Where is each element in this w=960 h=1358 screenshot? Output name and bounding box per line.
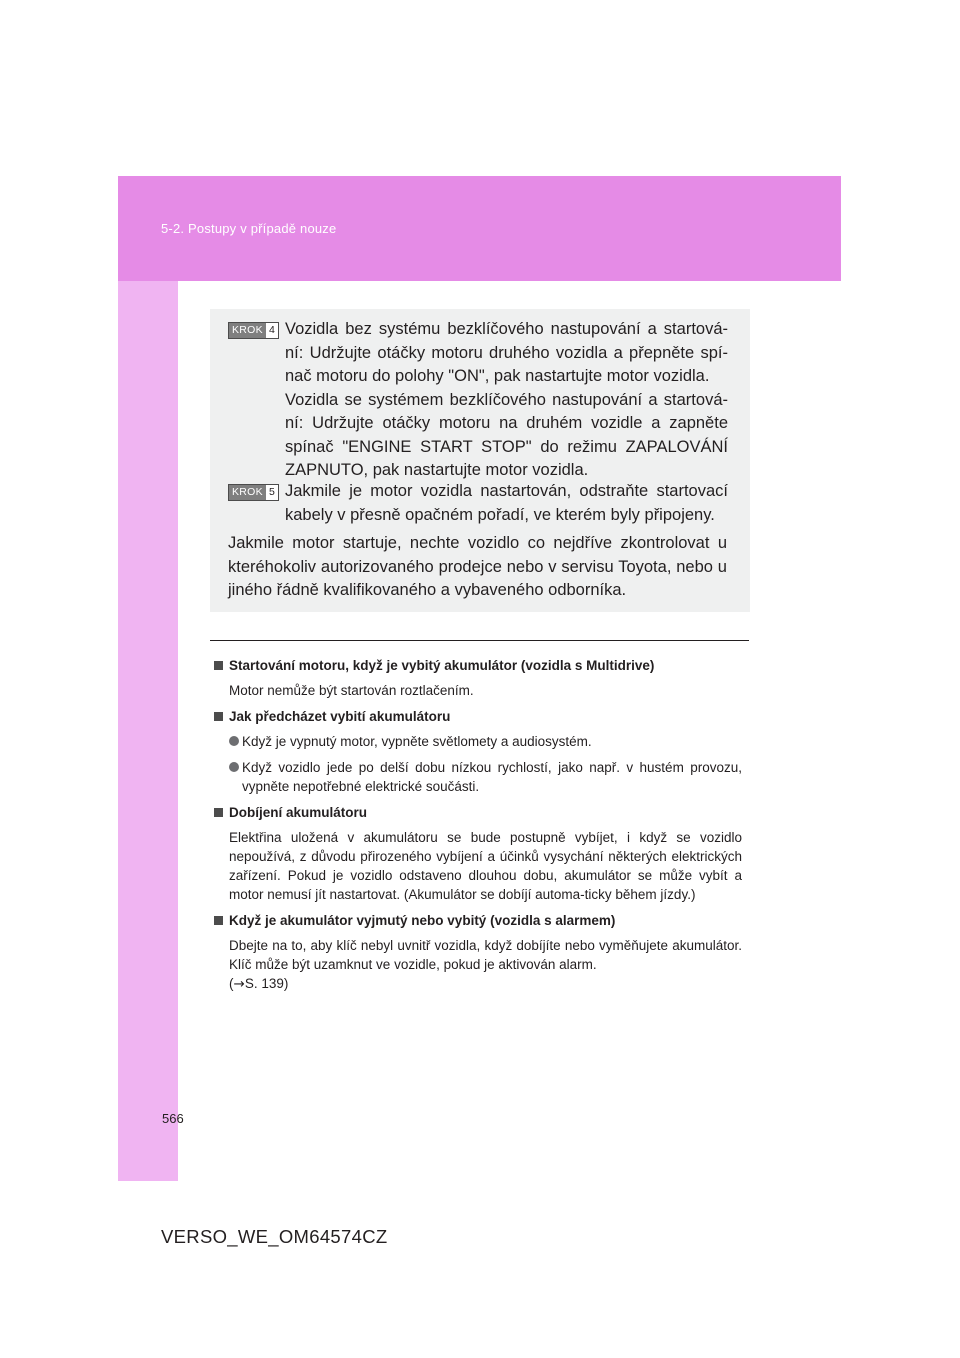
- divider: [210, 640, 749, 641]
- step-badge-label: KROK: [229, 323, 266, 338]
- step-badge: [228, 484, 279, 501]
- step-text: [285, 480, 728, 527]
- list-item-text: Když je vypnutý motor, vypněte světlomety a audiosystém.: [242, 734, 592, 749]
- step-badge: [228, 322, 279, 339]
- ref-open-paren: (: [229, 976, 234, 991]
- step-paragraph: Vozidla bez systému bezklíčového nastupování a startová-ní: Udržujte otáčky motoru druhého vozidla a přepněte spí-nač motoru do polohy "ON", pak nastartujte motor vozidla.: [285, 320, 728, 385]
- note-title-text: Startování motoru, když je vybitý akumulátor (vozidla s Multidrive): [229, 658, 655, 673]
- note-title: [214, 656, 742, 675]
- note-body: Elektřina uložená v akumulátoru se bude postupně vybíjet, i když se vozidlo nepoužívá, z důvodu přirozeného vybíjení a účinků vysychání některých elektrických zařízení. Pokud je vozidlo odstaveno dlouhou dobu, akumulátor se může vybít a motor nemusí jít nastartovat. (Akumulátor se dobíjí automa-ticky během jízdy.): [229, 830, 742, 902]
- step-4: [228, 318, 728, 483]
- step-badge-number: 4: [268, 324, 275, 336]
- note-title-text: Když je akumulátor vyjmutý nebo vybitý (vozidla s alarmem): [229, 913, 616, 928]
- step-paragraph: Jakmile je motor vozidla nastartován, odstraňte startovací kabely v přesně opačném pořadí, ve kterém byly připojeny.: [285, 482, 728, 524]
- arrow-right-icon: →: [233, 976, 245, 992]
- square-bullet-icon: [214, 712, 223, 721]
- note-title-text: Jak předcházet vybití akumulátoru: [229, 709, 451, 724]
- list-item-text: Když vozidlo jede po delší dobu nízkou rychlostí, jako např. v hustém provozu, vypněte nepotřebné elektrické součásti.: [242, 760, 742, 794]
- box-note: Jakmile motor startuje, nechte vozidlo co nejdříve zkontrolovat u kteréhokoliv autorizovaného prodejce nebo v servisu Toyota, nebo u jiného řádně kvalifikovaného a vybaveného odborníka.: [228, 534, 727, 599]
- note-body: [229, 936, 742, 994]
- step-5: [228, 480, 728, 527]
- circle-bullet-icon: [229, 762, 239, 772]
- list-item: [229, 732, 742, 751]
- page-reference-link[interactable]: [229, 976, 288, 991]
- circle-bullet-icon: [229, 736, 239, 746]
- note-title: [214, 803, 742, 822]
- square-bullet-icon: [214, 661, 223, 670]
- section-title: 5-2. Postupy v případě nouze: [161, 221, 337, 236]
- side-margin: [118, 281, 178, 1181]
- page-number: 566: [162, 1111, 184, 1126]
- square-bullet-icon: [214, 808, 223, 817]
- step-badge-label: KROK: [229, 485, 266, 500]
- document-code: VERSO_WE_OM64574CZ: [161, 1226, 388, 1247]
- page-reference-text: S. 139): [244, 976, 289, 991]
- note-body: Motor nemůže být startován roztlačením.: [229, 683, 474, 698]
- square-bullet-icon: [214, 916, 223, 925]
- list-item: [229, 758, 742, 796]
- note-title-text: Dobíjení akumulátoru: [229, 805, 368, 820]
- notes-section: [214, 656, 742, 1001]
- note-title: [214, 911, 742, 930]
- note-body-text: Dbejte na to, aby klíč nebyl uvnitř vozidla, když dobíjíte nebo vyměňujete akumulátor. Klíč může být uzamknut ve vozidle, pokud je aktivován alarm.: [229, 938, 742, 972]
- step-paragraph: Vozidla se systémem bezklíčového nastupování a startová-ní: Udržujte otáčky motoru na druhém vozidle a zapněte spínač "ENGINE START STOP" do režimu ZAPALOVÁNÍ ZAPNUTO, pak nastartujte motor vozidla.: [285, 390, 728, 479]
- step-text: [285, 318, 728, 483]
- note-title: [214, 707, 742, 726]
- step-badge-number: 5: [268, 486, 275, 498]
